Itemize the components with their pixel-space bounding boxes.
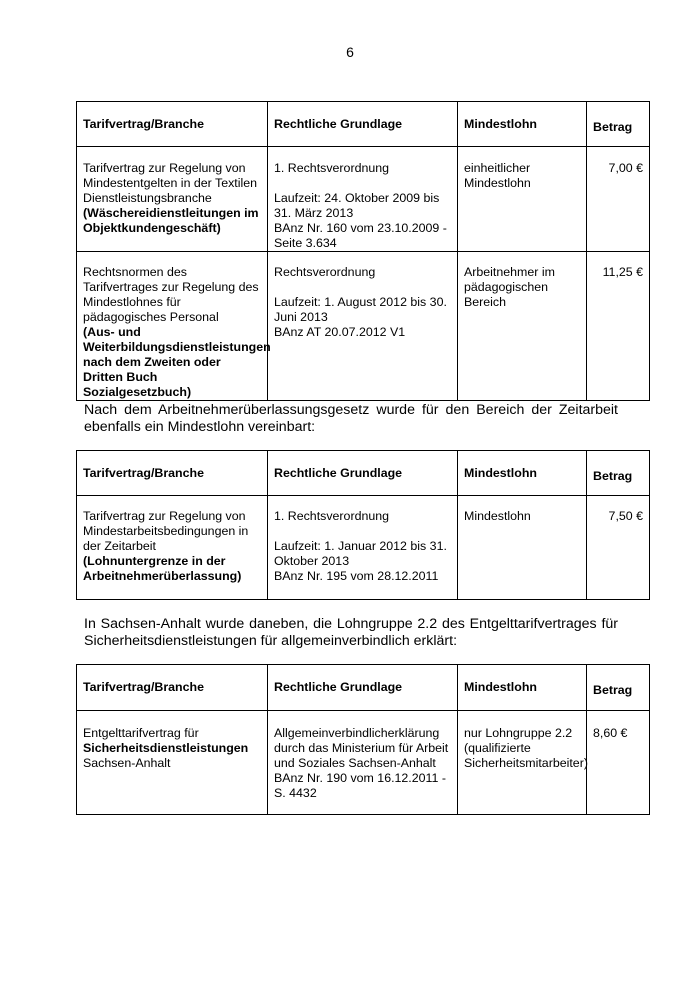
minimum-wage-table-1 xyxy=(76,101,650,401)
minimum-wage-table-3 xyxy=(76,664,650,815)
cell-betrag: 11,25 € xyxy=(587,252,650,401)
cell-branche xyxy=(77,252,271,401)
grundlage-banz: BAnz Nr. 190 vom 16.12.2011 - S. 4432 xyxy=(274,771,446,800)
table-row xyxy=(77,711,650,815)
cell-mindestlohn: einheitlicher Mindestlohn xyxy=(458,147,587,252)
branche-bold-text: (Lohnuntergrenze in der Arbeitnehmerüberlassung) xyxy=(83,554,242,583)
cell-mindestlohn: Arbeitnehmer im pädagogischen Bereich xyxy=(458,252,587,401)
grundlage-title: 1. Rechtsverordnung xyxy=(274,509,390,523)
branche-text: Tarifvertrag zur Regelung von Mindestentgelten in der Textilen Dienstleistungsbranche xyxy=(83,161,258,205)
header-branche: Tarifvertrag/Branche xyxy=(77,102,268,147)
grundlage-laufzeit: Laufzeit: 1. Januar 2012 bis 31. Oktober 2013 xyxy=(274,539,447,568)
header-betrag: Betrag xyxy=(587,665,650,711)
paragraph-zeitarbeit: Nach dem Arbeitnehmerüberlassungsgesetz wurde für den Bereich der Zeitarbeit ebenfalls ein Mindestlohn vereinbart: xyxy=(84,402,618,435)
grundlage-erklaerung: Allgemeinverbindlicherklärung durch das Ministerium für Arbeit und Soziales Sachsen-Anhalt xyxy=(274,726,449,770)
branche-text: Tarifvertrag zur Regelung von Mindestarbeitsbedingungen in der Zeitarbeit xyxy=(83,509,249,553)
header-betrag: Betrag xyxy=(587,451,650,496)
header-grundlage: Rechtliche Grundlage xyxy=(268,102,458,147)
header-grundlage: Rechtliche Grundlage xyxy=(268,451,458,496)
branche-text: Rechtsnormen des Tarifvertrages zur Regelung des Mindestlohnes für pädagogisches Personal xyxy=(83,265,259,324)
table-header-row xyxy=(77,451,650,496)
branche-bold-text: (Wäschereidienstleitungen im Objektkundengeschäft) xyxy=(83,206,259,235)
page-number: 6 xyxy=(346,44,354,60)
header-betrag: Betrag xyxy=(587,102,650,147)
cell-grundlage xyxy=(268,496,458,600)
cell-grundlage xyxy=(268,147,458,252)
cell-branche xyxy=(77,711,268,815)
grundlage-banz: BAnz Nr. 160 vom 23.10.2009 - Seite 3.634 xyxy=(274,221,447,250)
branche-text: Entgelttarifvertrag für xyxy=(83,726,199,740)
header-grundlage: Rechtliche Grundlage xyxy=(268,665,458,711)
grundlage-banz: BAnz Nr. 195 vom 28.12.2011 xyxy=(274,569,439,583)
cell-grundlage xyxy=(268,252,458,401)
cell-mindestlohn: nur Lohngruppe 2.2 (qualifizierte Sicherheitsmitarbeiter) xyxy=(458,711,587,815)
header-branche: Tarifvertrag/Branche xyxy=(77,451,268,496)
header-branche: Tarifvertrag/Branche xyxy=(77,665,268,711)
cell-betrag: 7,00 € xyxy=(587,147,650,252)
table-row xyxy=(77,252,650,401)
table-row xyxy=(77,147,650,252)
branche-bold-text: (Aus- und Weiterbildungsdienstleistungen nach dem Zweiten oder Dritten Buch Sozialgesetzbuch) xyxy=(83,325,271,399)
branche-region: Sachsen-Anhalt xyxy=(83,756,171,770)
minimum-wage-table-2 xyxy=(76,450,650,600)
table-row xyxy=(77,496,650,600)
header-mindestlohn: Mindestlohn xyxy=(458,451,587,496)
grundlage-laufzeit: Laufzeit: 24. Oktober 2009 bis 31. März 2013 xyxy=(274,191,440,220)
table-header-row xyxy=(77,102,650,147)
grundlage-title: 1. Rechtsverordnung xyxy=(274,161,390,175)
grundlage-banz: BAnz AT 20.07.2012 V1 xyxy=(274,325,406,339)
paragraph-sachsen-anhalt: In Sachsen-Anhalt wurde daneben, die Lohngruppe 2.2 des Entgelttarifvertrages für Sicherheitsdienstleistungen für allgemeinverbindlich erklärt: xyxy=(84,616,618,649)
cell-betrag: 7,50 € xyxy=(587,496,650,600)
header-mindestlohn: Mindestlohn xyxy=(458,665,587,711)
grundlage-title: Rechtsverordnung xyxy=(274,265,376,279)
grundlage-laufzeit: Laufzeit: 1. August 2012 bis 30. Juni 2013 xyxy=(274,295,447,324)
cell-branche xyxy=(77,496,268,600)
header-mindestlohn: Mindestlohn xyxy=(458,102,587,147)
cell-mindestlohn: Mindestlohn xyxy=(458,496,587,600)
table-header-row xyxy=(77,665,650,711)
cell-branche xyxy=(77,147,268,252)
cell-grundlage xyxy=(268,711,458,815)
branche-bold-text: Sicherheitsdienstleistungen xyxy=(83,741,249,755)
cell-betrag: 8,60 € xyxy=(587,711,650,815)
